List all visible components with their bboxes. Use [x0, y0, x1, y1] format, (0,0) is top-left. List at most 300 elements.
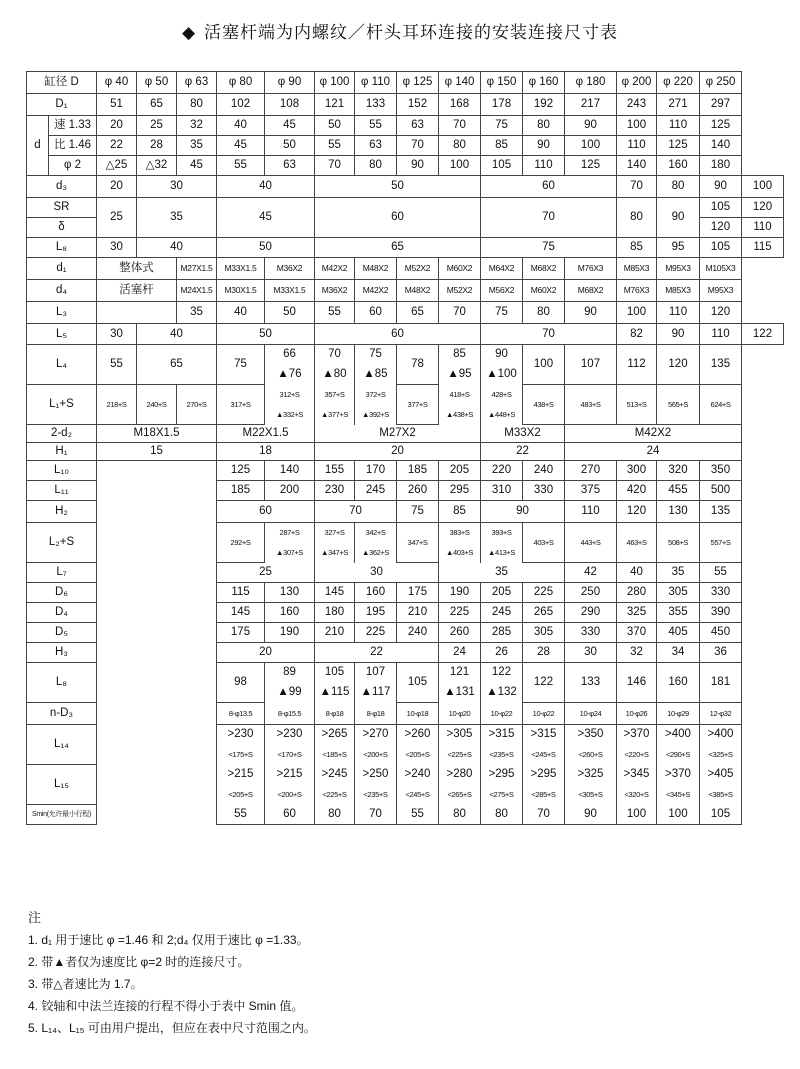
table-cell: ▲413+S — [481, 543, 523, 563]
table-cell: d₁ — [27, 258, 97, 280]
table-cell: ▲115 — [315, 683, 355, 703]
table-cell: 55 — [355, 116, 397, 136]
table-cell: 200 — [265, 481, 315, 501]
table-cell: 50 — [217, 238, 315, 258]
table-cell: ▲99 — [265, 683, 315, 703]
table-cell: 50 — [265, 136, 315, 156]
table-cell: 327+S — [315, 523, 355, 543]
table-cell: >250 — [355, 765, 397, 785]
table-cell: ▲403+S — [439, 543, 481, 563]
table-cell: 100 — [523, 345, 565, 385]
table-cell: 90 — [565, 116, 617, 136]
table-cell: φ 50 — [137, 72, 177, 94]
table-cell: 240+S — [137, 385, 177, 425]
table-cell: 170 — [355, 461, 397, 481]
table-cell: 160 — [265, 603, 315, 623]
table-cell: 557+S — [700, 523, 742, 563]
table-cell: 483+S — [565, 385, 617, 425]
table-cell: 20 — [315, 443, 481, 461]
table-cell: 260 — [397, 481, 439, 501]
table-cell: 110 — [617, 136, 657, 156]
table-cell: >370 — [617, 725, 657, 745]
table-cell: 192 — [523, 94, 565, 116]
table-cell: 181 — [700, 663, 742, 703]
table-cell: 108 — [265, 94, 315, 116]
table-cell: 185 — [217, 481, 265, 501]
table-cell: 活塞杆 — [97, 280, 177, 302]
table-cell: 205 — [481, 583, 523, 603]
table-cell: 80 — [617, 198, 657, 238]
table-cell: >230 — [265, 725, 315, 745]
table-cell: 180 — [315, 603, 355, 623]
table-cell: >260 — [397, 725, 439, 745]
table-cell: ▲100 — [481, 365, 523, 385]
table-cell: >400 — [700, 725, 742, 745]
table-cell: 330 — [700, 583, 742, 603]
table-cell: D₄ — [27, 603, 97, 623]
table-cell: >325 — [565, 765, 617, 785]
table-cell: 225 — [355, 623, 397, 643]
table-cell: 80 — [523, 302, 565, 324]
table-cell: 305 — [523, 623, 565, 643]
table-row — [27, 385, 784, 405]
table-cell: 75 — [397, 501, 439, 523]
table-cell: 30 — [137, 176, 217, 198]
table-row — [27, 156, 784, 176]
table-cell: 75 — [481, 302, 523, 324]
note-item: 4. 铰轴和中法兰连接的行程不得小于表中 Smin 值。 — [28, 999, 304, 1013]
table-cell: 100 — [617, 805, 657, 825]
table-cell: ▲362+S — [355, 543, 397, 563]
table-cell: M33X1.5 — [217, 258, 265, 280]
table-cell: φ 220 — [657, 72, 700, 94]
table-cell: φ 100 — [315, 72, 355, 94]
table-cell: >305 — [439, 725, 481, 745]
table-cell: 122 — [742, 324, 784, 345]
table-cell: 377+S — [397, 385, 439, 425]
table-cell: <325+S — [700, 745, 742, 765]
table-cell: 508+S — [657, 523, 700, 563]
table-cell: 342+S — [355, 523, 397, 543]
diamond-bullet-icon: ◆ — [181, 23, 197, 42]
table-cell: <185+S — [315, 745, 355, 765]
table-cell: 20 — [97, 176, 137, 198]
table-cell: 10-φ22 — [481, 703, 523, 725]
table-cell: 90 — [397, 156, 439, 176]
table-cell: 180 — [700, 156, 742, 176]
table-cell: M95X3 — [657, 258, 700, 280]
table-cell: 100 — [657, 805, 700, 825]
table-cell: M68X2 — [523, 258, 565, 280]
table-cell: 305 — [657, 583, 700, 603]
table-cell: <205+S — [217, 785, 265, 805]
table-cell: 90 — [657, 198, 700, 238]
table-cell: >265 — [315, 725, 355, 745]
table-cell: φ 63 — [177, 72, 217, 94]
table-cell: >350 — [565, 725, 617, 745]
table-cell: 135 — [700, 501, 742, 523]
table-cell: 125 — [217, 461, 265, 481]
table-cell: 205 — [439, 461, 481, 481]
table-cell: 63 — [355, 136, 397, 156]
table-cell: 310 — [481, 481, 523, 501]
table-cell: >280 — [439, 765, 481, 785]
table-cell: 10-φ22 — [523, 703, 565, 725]
table-row — [27, 72, 784, 94]
table-cell: 34 — [657, 643, 700, 663]
table-cell: φ 180 — [565, 72, 617, 94]
table-cell: <245+S — [397, 785, 439, 805]
table-cell: D₅ — [27, 623, 97, 643]
table-cell: 65 — [315, 238, 481, 258]
table-cell: 22 — [97, 136, 137, 156]
table-cell: 18 — [217, 443, 315, 461]
table-cell: ▲347+S — [315, 543, 355, 563]
table-cell: ▲307+S — [265, 543, 315, 563]
table-cell: 15 — [97, 443, 217, 461]
table-cell: 32 — [177, 116, 217, 136]
table-cell: 133 — [355, 94, 397, 116]
table-cell: 375 — [565, 481, 617, 501]
table-cell: 75 — [217, 345, 265, 385]
table-cell: L₄ — [27, 345, 97, 385]
table-cell: 28 — [137, 136, 177, 156]
table-cell: <205+S — [397, 745, 439, 765]
table-cell: <275+S — [481, 785, 523, 805]
table-cell: 30 — [565, 643, 617, 663]
table-cell: 55 — [315, 302, 355, 324]
table-cell: 90 — [700, 176, 742, 198]
table-cell: 122 — [523, 663, 565, 703]
table-cell: 105 — [481, 156, 523, 176]
table-cell: 217 — [565, 94, 617, 116]
table-cell: 70 — [439, 302, 481, 324]
table-cell: 110 — [700, 324, 742, 345]
table-cell: 45 — [217, 198, 315, 238]
table-cell: L₂+S — [27, 523, 97, 563]
table-cell: 245 — [481, 603, 523, 623]
table-cell: 22 — [481, 443, 565, 461]
table-cell: 463+S — [617, 523, 657, 563]
table-cell: φ 160 — [523, 72, 565, 94]
table-cell: M42X2 — [565, 425, 742, 443]
table-cell: <285+S — [523, 785, 565, 805]
table-cell: φ 2 — [49, 156, 97, 176]
table-cell: d₃ — [27, 176, 97, 198]
table-cell: ▲438+S — [439, 405, 481, 425]
table-cell: <385+S — [700, 785, 742, 805]
table-cell: 125 — [565, 156, 617, 176]
table-cell: 24 — [565, 443, 742, 461]
table-cell: 120 — [742, 198, 784, 218]
notes-heading: 注 — [28, 910, 42, 925]
table-cell: 90 — [481, 501, 565, 523]
table-cell: ▲85 — [355, 365, 397, 385]
table-cell: 35 — [657, 563, 700, 583]
table-cell: 240 — [523, 461, 565, 481]
table-cell: 270+S — [177, 385, 217, 425]
table-cell: 32 — [617, 643, 657, 663]
table-cell: 55 — [700, 563, 742, 583]
table-cell: 393+S — [481, 523, 523, 543]
table-cell: M33X2 — [481, 425, 565, 443]
table-cell: 125 — [657, 136, 700, 156]
table-cell: 45 — [217, 136, 265, 156]
table-cell: 70 — [617, 176, 657, 198]
table-cell: 80 — [315, 805, 355, 825]
table-cell: 60 — [315, 324, 481, 345]
table-cell: 100 — [617, 302, 657, 324]
table-cell: >295 — [481, 765, 523, 785]
table-cell: 40 — [217, 302, 265, 324]
table-cell: 122 — [481, 663, 523, 683]
table-cell: 速 1.33 — [49, 116, 97, 136]
table-cell: <345+S — [657, 785, 700, 805]
table-cell: ▲332+S — [265, 405, 315, 425]
table-cell: 140 — [700, 136, 742, 156]
table-cell: 80 — [439, 805, 481, 825]
table-row — [27, 324, 784, 345]
table-cell: M48X2 — [397, 280, 439, 302]
table-cell: 28 — [523, 643, 565, 663]
table-cell: 70 — [481, 198, 617, 238]
table-cell: M36X2 — [265, 258, 315, 280]
table-cell: <225+S — [439, 745, 481, 765]
table-row — [27, 258, 784, 280]
table-cell: 190 — [439, 583, 481, 603]
table-row — [27, 116, 784, 136]
table-cell: △32 — [137, 156, 177, 176]
table-cell: M24X1.5 — [177, 280, 217, 302]
table-cell: M42X2 — [355, 280, 397, 302]
table-cell: M36X2 — [315, 280, 355, 302]
table-cell: 40 — [217, 176, 315, 198]
table-cell: 42 — [565, 563, 617, 583]
table-cell: <220+S — [617, 745, 657, 765]
table-cell: 50 — [315, 116, 355, 136]
table-cell: 280 — [617, 583, 657, 603]
table-cell: 330 — [565, 623, 617, 643]
table-cell: 168 — [439, 94, 481, 116]
table-cell: ▲117 — [355, 683, 397, 703]
table-cell: <235+S — [355, 785, 397, 805]
table-cell: 115 — [742, 238, 784, 258]
table-cell: 12-φ32 — [700, 703, 742, 725]
table-cell: 112 — [617, 345, 657, 385]
table-cell: 8-φ13.5 — [217, 703, 265, 725]
table-cell: 105 — [700, 805, 742, 825]
table-cell: φ 150 — [481, 72, 523, 94]
table-cell: M27X1.5 — [177, 258, 217, 280]
note-item: 2. 带▲者仅为速度比 φ=2 时的连接尺寸。 — [28, 955, 250, 969]
table-cell: 70 — [315, 501, 397, 523]
table-cell: 98 — [217, 663, 265, 703]
table-cell: 63 — [397, 116, 439, 136]
page-title — [0, 18, 800, 43]
table-cell: 140 — [265, 461, 315, 481]
table-cell: 230 — [315, 481, 355, 501]
table-cell: 8-φ15.5 — [265, 703, 315, 725]
table-cell: n-D₃ — [27, 703, 97, 725]
table-cell: 420 — [617, 481, 657, 501]
table-cell: ▲132 — [481, 683, 523, 703]
table-cell: 403+S — [523, 523, 565, 563]
table-cell: 265 — [523, 603, 565, 623]
table-cell: 55 — [217, 156, 265, 176]
table-cell: <320+S — [617, 785, 657, 805]
table-cell: 50 — [265, 302, 315, 324]
table-cell: 70 — [481, 324, 617, 345]
table-cell: φ 40 — [97, 72, 137, 94]
table-cell: 107 — [355, 663, 397, 683]
table-cell: 60 — [481, 176, 617, 198]
table-cell: 80 — [481, 805, 523, 825]
table-cell: 370 — [617, 623, 657, 643]
table-cell: 60 — [315, 198, 481, 238]
table-cell: 35 — [137, 198, 217, 238]
table-cell — [97, 461, 217, 825]
table-cell: L₁₁ — [27, 481, 97, 501]
table-cell: 190 — [265, 623, 315, 643]
table-cell: 80 — [439, 136, 481, 156]
table-cell: 110 — [523, 156, 565, 176]
table-cell: φ 80 — [217, 72, 265, 94]
table-cell: 89 — [265, 663, 315, 683]
table-cell: M85X3 — [657, 280, 700, 302]
table-cell: 330 — [523, 481, 565, 501]
table-cell: 287+S — [265, 523, 315, 543]
table-cell: <290+S — [657, 745, 700, 765]
table-cell: 285 — [481, 623, 523, 643]
table-cell: 240 — [397, 623, 439, 643]
table-cell: >230 — [217, 725, 265, 745]
table-cell: L₃ — [27, 302, 97, 324]
table-cell: 185 — [397, 461, 439, 481]
table-row — [27, 425, 784, 443]
table-cell: 350 — [700, 461, 742, 481]
table-cell: 317+S — [217, 385, 265, 425]
table-cell: 225 — [439, 603, 481, 623]
table-cell: 500 — [700, 481, 742, 501]
table-cell: M42X2 — [315, 258, 355, 280]
note-item: 1. d₁ 用于速比 φ =1.46 和 2;d₄ 仅用于速比 φ =1.33。 — [28, 933, 309, 947]
table-cell: 90 — [565, 805, 617, 825]
table-cell: M76X3 — [617, 280, 657, 302]
table-cell: φ 140 — [439, 72, 481, 94]
table-cell: 40 — [617, 563, 657, 583]
table-row — [27, 198, 784, 218]
table-cell: M33X1.5 — [265, 280, 315, 302]
table-cell: L₁₀ — [27, 461, 97, 481]
table-cell: 65 — [137, 94, 177, 116]
table-cell: 50 — [315, 176, 481, 198]
table-cell: 80 — [177, 94, 217, 116]
table-cell: M22X1.5 — [217, 425, 315, 443]
table-cell: 60 — [217, 501, 315, 523]
table-row — [27, 461, 784, 481]
table-cell: 24 — [439, 643, 481, 663]
table-cell: 292+S — [217, 523, 265, 563]
table-cell: 63 — [265, 156, 315, 176]
table-cell: 2-d₂ — [27, 425, 97, 443]
table-cell: 95 — [657, 238, 700, 258]
table-cell: 110 — [742, 218, 784, 238]
table-cell: M64X2 — [481, 258, 523, 280]
table-cell: 297 — [700, 94, 742, 116]
table-cell: 78 — [397, 345, 439, 385]
table-cell: 225 — [523, 583, 565, 603]
table-cell: <305+S — [565, 785, 617, 805]
table-cell: L₁+S — [27, 385, 97, 425]
table-cell: 45 — [265, 116, 315, 136]
table-cell: 100 — [565, 136, 617, 156]
table-cell: 347+S — [397, 523, 439, 563]
table-cell: 155 — [315, 461, 355, 481]
table-cell: 443+S — [565, 523, 617, 563]
table-cell: <245+S — [523, 745, 565, 765]
table-cell: 90 — [481, 345, 523, 365]
table-cell: 比 1.46 — [49, 136, 97, 156]
table-cell: 270 — [565, 461, 617, 481]
table-cell: 135 — [700, 345, 742, 385]
table-cell: 110 — [657, 116, 700, 136]
table-cell: 450 — [700, 623, 742, 643]
table-cell: 455 — [657, 481, 700, 501]
table-cell — [97, 302, 177, 324]
dimension-table — [26, 71, 784, 825]
table-cell: 90 — [657, 324, 700, 345]
table-cell: 130 — [265, 583, 315, 603]
table-cell: 30 — [315, 563, 439, 583]
table-cell: 245 — [355, 481, 397, 501]
table-cell: 120 — [700, 302, 742, 324]
table-cell: >295 — [523, 765, 565, 785]
table-cell: 146 — [617, 663, 657, 703]
table-cell: H₂ — [27, 501, 97, 523]
table-cell: ▲131 — [439, 683, 481, 703]
table-cell: 整体式 — [97, 258, 177, 280]
table-cell: 20 — [97, 116, 137, 136]
table-cell: M60X2 — [523, 280, 565, 302]
table-cell: M105X3 — [700, 258, 742, 280]
table-cell: >215 — [265, 765, 315, 785]
table-cell: 90 — [565, 302, 617, 324]
table-cell: 10-φ20 — [439, 703, 481, 725]
table-cell: >240 — [397, 765, 439, 785]
table-cell: 133 — [565, 663, 617, 703]
table-cell: 178 — [481, 94, 523, 116]
table-cell: 160 — [657, 156, 700, 176]
table-cell: 25 — [137, 116, 177, 136]
table-cell: 105 — [315, 663, 355, 683]
table-cell: 36 — [700, 643, 742, 663]
table-cell: ▲448+S — [481, 405, 523, 425]
table-cell: SR — [27, 198, 97, 218]
table-cell: 300 — [617, 461, 657, 481]
table-cell: 55 — [315, 136, 355, 156]
table-cell: 140 — [617, 156, 657, 176]
table-cell: >345 — [617, 765, 657, 785]
table-cell: 175 — [397, 583, 439, 603]
table-cell: 75 — [481, 116, 523, 136]
table-cell: 90 — [523, 136, 565, 156]
table-cell: 152 — [397, 94, 439, 116]
table-cell: 513+S — [617, 385, 657, 425]
table-cell: 100 — [617, 116, 657, 136]
table-cell: 26 — [481, 643, 523, 663]
table-cell: 70 — [523, 805, 565, 825]
table-cell: L₁₅ — [27, 765, 97, 805]
